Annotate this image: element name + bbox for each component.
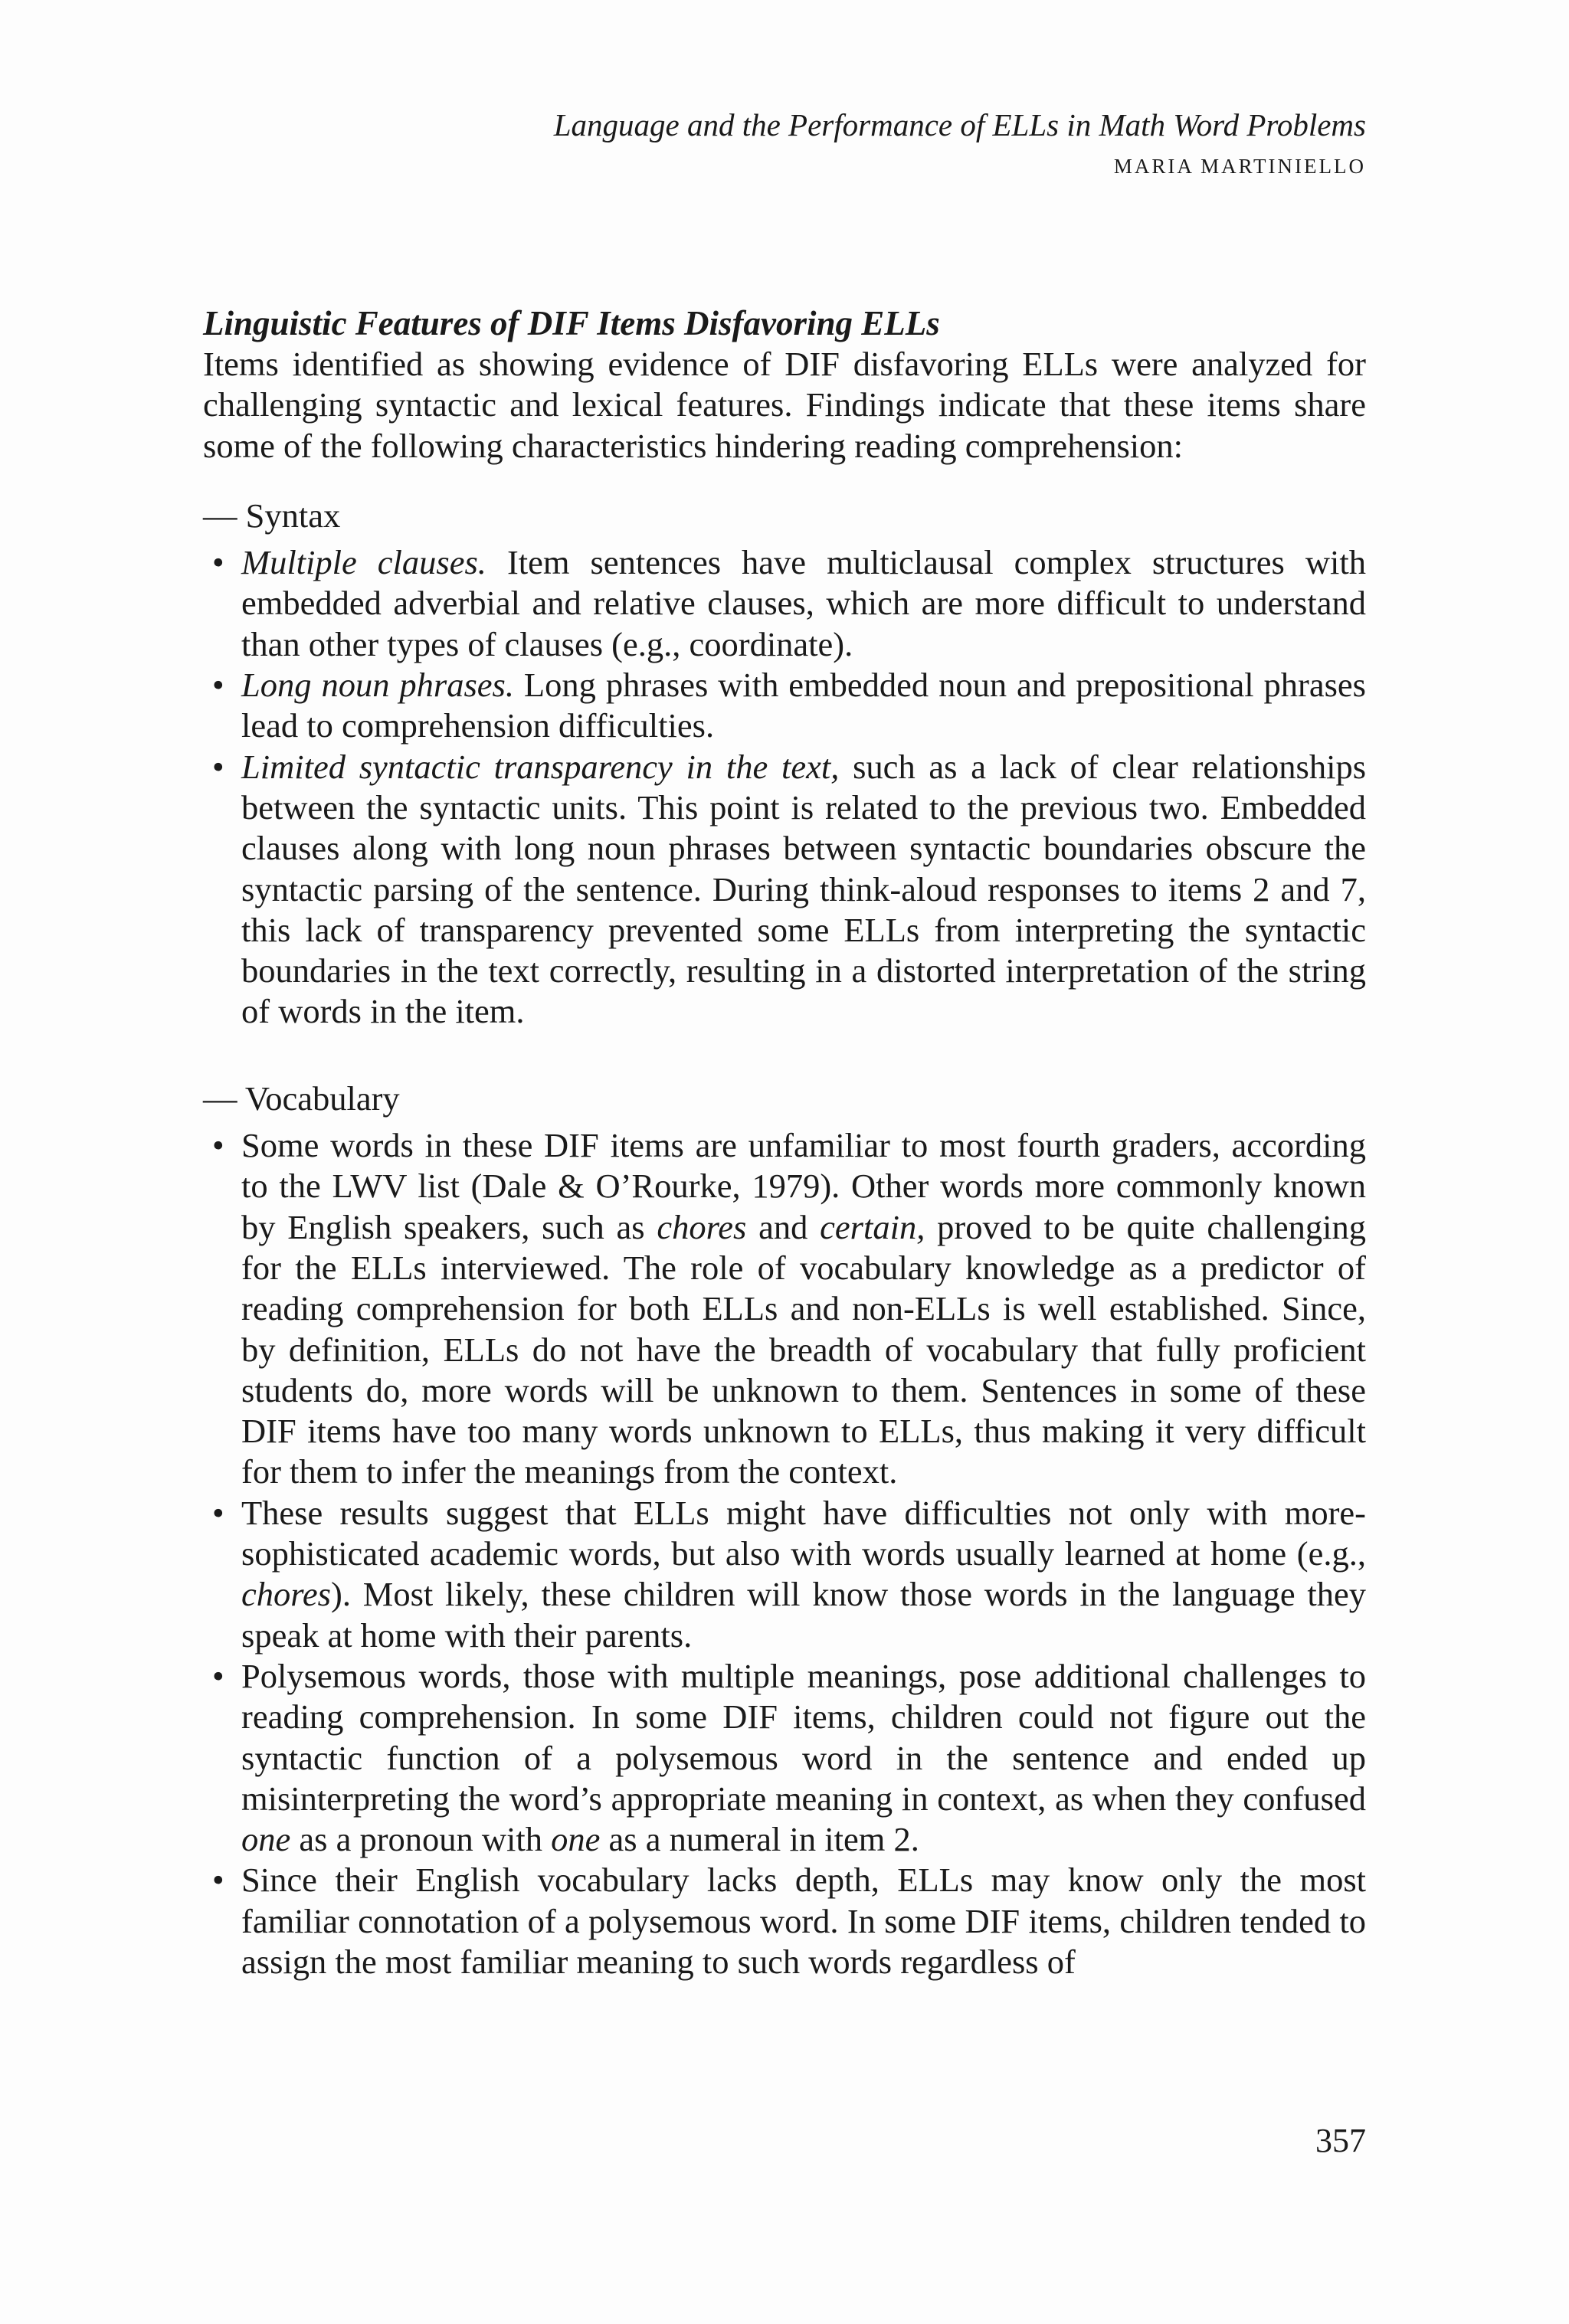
bullet-glyph: • <box>212 543 224 582</box>
list-item <box>203 1860 1366 1982</box>
section-heading: Linguistic Features of DIF Items Disfavoring ELLs <box>203 304 940 342</box>
bullet-lead: Limited syntactic transparency in the text, <box>241 747 840 786</box>
term-italic: one <box>241 1820 291 1859</box>
bullet-text: Polysemous words, those with multiple meanings, pose additional challenges to reading comprehension. In some DIF items, children could not figure out the syntactic function of a polysemous word in the sentence and ended up misinterpreting the word’s appropriate meaning in context, as when they confused <box>241 1656 1366 1818</box>
list-item <box>203 1125 1366 1493</box>
intro-paragraph: Items identified as showing evidence of DIF disfavoring ELLs were analyzed for challenging syntactic and lexical features. Findings indicate that these items share some of the following characteristics hindering reading comprehension: <box>203 345 1366 465</box>
list-item <box>203 665 1366 747</box>
article-body <box>203 303 1366 1982</box>
vocabulary-subheading: — Vocabulary <box>203 1079 400 1118</box>
bullet-glyph: • <box>212 1126 224 1165</box>
bullet-glyph: • <box>212 747 224 786</box>
bullet-text: proved to be quite challenging for the ELLs interviewed. The role of vocabulary knowledge as a predictor of reading comprehension for both ELLs and non-ELLs is well established. Since, by definition, ELLs do not have the breadth of vocabulary that fully proficient students do, more words will be unknown to them. Sentences in some of these DIF items have too many words unknown to ELLs, thus making it very difficult for them to infer the meanings from the context. <box>241 1207 1366 1491</box>
running-head-author: MARIA MARTINIELLO <box>1113 155 1366 178</box>
term-italic: chores <box>241 1575 331 1614</box>
list-item <box>203 542 1366 665</box>
bullet-glyph: • <box>212 1861 224 1900</box>
bullet-text: Long phrases with embedded noun and prepositional phrases lead to comprehension difficulties. <box>241 666 1367 745</box>
bullet-text: Some words in these DIF items are unfamiliar to most fourth graders, according to the LWV list (Dale & O’Rourke, 1979). Other words more commonly known by English speakers, such as <box>241 1126 1366 1246</box>
page-number: 357 <box>1315 2122 1366 2159</box>
bullet-glyph: • <box>212 1493 224 1532</box>
bullet-text: such as a lack of clear relationships between the syntactic units. This point is related to the previous two. Embedded clauses along with long noun phrases between syntactic boundaries obscure the syntactic parsing of the sentence. During think-aloud responses to items 2 and 7, this lack of transparency prevented some ELLs from interpreting the syntactic boundaries in the text correctly, resulting in a distorted interpretation of the string of words in the item. <box>241 747 1367 1031</box>
list-item <box>203 747 1366 1033</box>
bullet-text: as a numeral in item 2. <box>600 1820 919 1859</box>
list-item <box>203 1656 1366 1860</box>
bullet-glyph: • <box>212 666 224 705</box>
bullet-text: ). Most likely, these children will know those words in the language they speak at home with their parents. <box>241 1575 1366 1655</box>
bullet-text: and <box>746 1207 821 1246</box>
term-italic: one <box>551 1820 601 1859</box>
bullet-text: Item sentences have multiclausal complex structures with embedded adverbial and relative clauses, which are more difficult to understand than other types of clauses (e.g., coordinate). <box>241 543 1367 663</box>
bullet-glyph: • <box>212 1656 224 1695</box>
vocabulary-list <box>203 1125 1366 1982</box>
running-head-title: Language and the Performance of ELLs in Math Word Problems <box>553 107 1366 142</box>
syntax-list <box>203 542 1366 1033</box>
list-item <box>203 1493 1366 1656</box>
bullet-text: as a pronoun with <box>290 1820 552 1859</box>
running-head <box>554 106 1366 179</box>
syntax-subheading: — Syntax <box>203 496 341 535</box>
bullet-lead: Long noun phrases. <box>241 666 514 705</box>
bullet-lead: Multiple clauses. <box>241 543 486 582</box>
term-italic: chores <box>657 1207 747 1246</box>
term-italic: certain, <box>820 1207 925 1246</box>
bullet-text: Since their English vocabulary lacks depth, ELLs may know only the most familiar connotation of a polysemous word. In some DIF items, children tended to assign the most familiar meaning to such words regardless of <box>241 1861 1366 1981</box>
bullet-text: These results suggest that ELLs might have difficulties not only with more-sophisticated academic words, but also with words usually learned at home (e.g., <box>241 1493 1366 1573</box>
